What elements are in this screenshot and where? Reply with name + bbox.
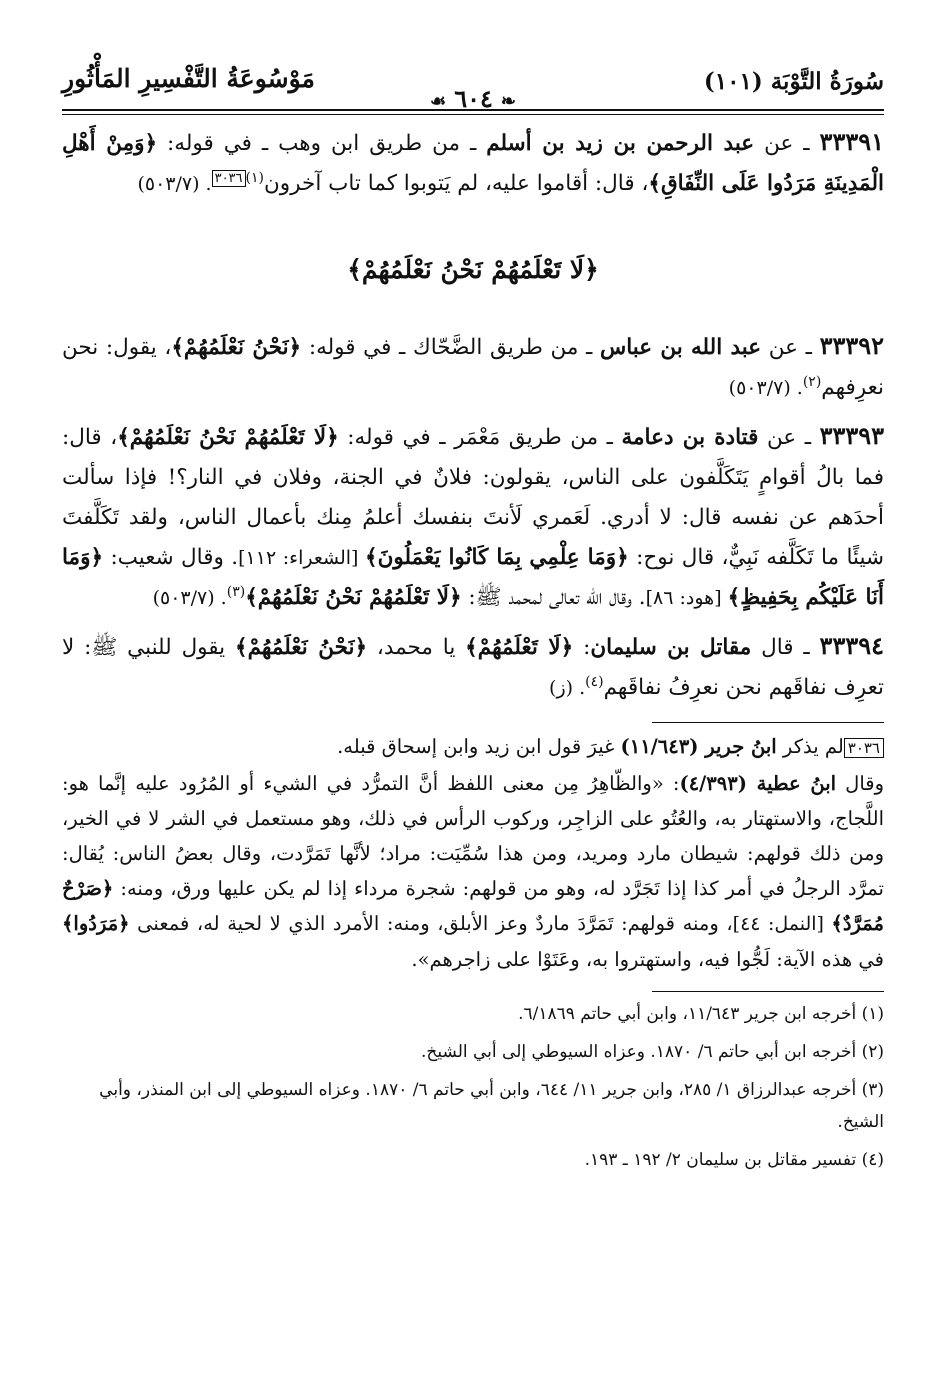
entry-text: : [573, 635, 591, 660]
narration-entry [62, 326, 884, 408]
ornament-icon: ☙ [430, 91, 447, 112]
commentary-text: وقال [836, 772, 885, 795]
footnote: (١) أخرجه ابن جرير ١١/٦٤٣، وابن أبي حاتم ٦/١٨٦٩. [518, 1004, 884, 1024]
footnote: (٣) أخرجه عبدالرزاق ١/ ٢٨٥، وابن جرير ١١/ ٦٤٤، وابن أبي حاتم ٦/ ١٨٧٠. وعزاه السيوطي إلى ابن المنذر، وأبي الشيخ. [99, 1080, 884, 1132]
source-reference: . (ز) [549, 677, 586, 699]
page-number: ٦٠٤ [454, 84, 493, 113]
entry-text: يا محمد، [367, 635, 466, 660]
quran-quote: ﴿وَمِنْ أَهْلِ الْمَدِينَةِ مَرَدُوا عَلَى النِّفَاقِ﴾ [62, 131, 884, 196]
source-reference: . (٥٠٣/٧) [137, 173, 212, 195]
narration-entry [62, 626, 884, 708]
footnote-separator [652, 991, 884, 992]
entry-text: . وقال شعيب: [103, 545, 239, 570]
verse-reference: [هود: ٨٦] [645, 587, 728, 609]
entry-text: ، قال: فما بالُ أقوامٍ يَتَكَلَّفون على الناس، يقولون: فلانٌ في الجنة، وفلان في النار؟! فإذا سألت أحدَهم عن نفسه قال: لا أدري. لَعَمري لَأنتَ بنفسك أعلمُ مِنك بأعمال الناس، ولقد تَكَلَّفتَ شيئًا ما تَكَلَّفه نَبِيٌّ، قال نوح: [62, 425, 884, 570]
entry-text: ـ من طريق مَعْمَر ـ في قوله: [338, 425, 622, 450]
quran-quote: ﴿وَمَا أَنَا عَلَيْكُم بِحَفِيظٍ﴾ [62, 545, 884, 610]
header-rule [62, 109, 884, 111]
entry-text: ـ من طريق الضَّحّاك ـ في قوله: [301, 335, 600, 360]
entry-text: ـ عن [758, 425, 820, 450]
footnote: (٢) أخرجه ابن أبي حاتم ٦/ ١٨٧٠. وعزاه السيوطي إلى أبي الشيخ. [421, 1042, 884, 1062]
quran-quote: ﴿مَرَدُوا﴾ [62, 912, 130, 935]
verse-reference: [النمل: ٤٤] [732, 913, 832, 935]
header-rule [62, 114, 884, 115]
entry-text: ـ عن [761, 335, 820, 360]
surah-title: سُورَةُ التَّوْبَة (١٠١) [703, 68, 884, 95]
quran-quote: ﴿لَا تَعْلَمُهُمْ نَحْنُ نَعْلَمُهُمْ﴾ [117, 425, 339, 450]
book-page [62, 58, 884, 1182]
entry-text: ـ من طريق ابن وهب ـ في قوله: [157, 131, 487, 156]
entry-text: ـ قال [751, 635, 820, 660]
footnote-marker: (٢) [802, 373, 822, 390]
footnotes [62, 998, 884, 1176]
source-reference: . (٥٠٣/٧) [728, 377, 803, 399]
quran-quote: ﴿نَحْنُ نَعْلَمُهُمْ﴾ [171, 335, 302, 360]
entry-text: يقول للنبي ﷺ: لا تعرِف نفاقَهم نحن نعرِفُ نفاقَهم [62, 635, 884, 700]
entry-text: ، قال: أقاموا عليه، لم يَتوبوا كما تاب آخرون [264, 171, 649, 196]
narrator-name: مقاتل بن سليمان [590, 635, 752, 660]
quran-quote: ﴿لَا تَعْلَمُهُمْ﴾ [465, 635, 574, 660]
footnote-marker: (٤) [585, 673, 604, 690]
commentary-text: في هذه الآية: لَجُّوا فيه، واستهتروا به، وعَتَوْا على زاجرهم». [411, 948, 884, 971]
entry-text: ـ عن [754, 131, 820, 156]
commentary-paragraph [62, 766, 884, 977]
verse-reference: [الشعراء: ١١٢] [238, 547, 366, 569]
footnote: (٤) تفسير مقاتل بن سليمان ٢/ ١٩٢ ـ ١٩٣. [584, 1150, 884, 1170]
entry-number: ٣٣٣٩١ [819, 127, 884, 156]
entry-number: ٣٣٣٩٣ [819, 421, 885, 450]
footnote-marker: (٣) [226, 583, 246, 600]
scholar-name: ابنُ عطية (٤/٣٩٣) [679, 772, 837, 795]
ornament-icon: ❧ [500, 91, 516, 112]
source-reference: . (٥٠٣/٧) [152, 587, 227, 609]
narrator-name: قتادة بن دعامة [621, 425, 759, 450]
verse-heading: ﴿لَا تَعْلَمُهُمْ نَحْنُ نَعْلَمُهُمْ﴾ [347, 255, 599, 284]
page-header [62, 58, 884, 122]
entry-number: ٣٣٣٩٤ [819, 631, 884, 660]
commentary-separator [652, 722, 884, 723]
commentary-marker: ٣٠٣٦ [212, 170, 246, 187]
entry-number: ٣٣٣٩٢ [819, 331, 885, 360]
footnote-marker: (١) [245, 169, 264, 186]
commentary-block [62, 729, 884, 977]
commentary-text: غيرَ قول ابن زيد وابن إسحاق قبله. [337, 735, 621, 758]
quran-quote: ﴿نَحْنُ نَعْلَمُهُمْ﴾ [235, 635, 368, 660]
commentary-text: : «والظّاهِرُ مِن معنى اللفظ أنَّ التمرُّد في الشيء أو المُرُود عليه إنَّما هو: اللَّجاج، والاستهتار به، والعُتُو على الزاجِر، وركوب الرأس في ذلك، وهو مستعمل في الشر لا في الخير، ومن ذلك قولهم: شيطان مارد ومريد، ومن هذا سُمِّيَت: مراد؛ لأنَّها تَمَرَّدت، وقال بعضُ الناس: يُقال: تمرَّد الرجلُ في أمر كذا إذا تَجَرَّد له، وهو من قولهم: شجرة مرداء إذا لم يكن عليها ورق، ومنه: [62, 772, 884, 900]
book-title: مَوْسُوعَةُ التَّفْسِيرِ المَأْثُورِ [62, 64, 315, 93]
narrator-name: عبد الرحمن بن زيد بن أسلم [486, 131, 755, 156]
entry-text: ، يقول: نحن نعرِفهم [62, 335, 884, 400]
entry-text: . وقال الله تعالى لمحمد ﷺ: [461, 585, 646, 610]
narration-entry [62, 416, 884, 618]
quran-quote: ﴿صَرْحٌ مُمَرَّدٌ﴾ [62, 877, 884, 935]
commentary-text: لم يذكر [776, 735, 844, 758]
narrator-name: عبد الله بن عباس [599, 335, 762, 360]
narration-entry [62, 122, 884, 204]
commentary-paragraph [62, 729, 884, 766]
quran-quote: ﴿لَا تَعْلَمُهُمْ نَحْنُ نَعْلَمُهُمْ﴾ [245, 585, 462, 610]
scholar-name: ابنُ جرير (١١/٦٤٣) [620, 735, 777, 758]
commentary-marker: ٣٠٣٦ [844, 738, 884, 758]
quran-quote: ﴿وَمَا عِلْمِي بِمَا كَانُوا يَعْمَلُونَ﴾ [365, 545, 629, 570]
commentary-text: ، ومنه قولهم: تَمَرَّدَ ماردٌ وعز الأبلق، ومنه: الأمرد الذي لا لحية له، فمعنى [129, 912, 733, 935]
